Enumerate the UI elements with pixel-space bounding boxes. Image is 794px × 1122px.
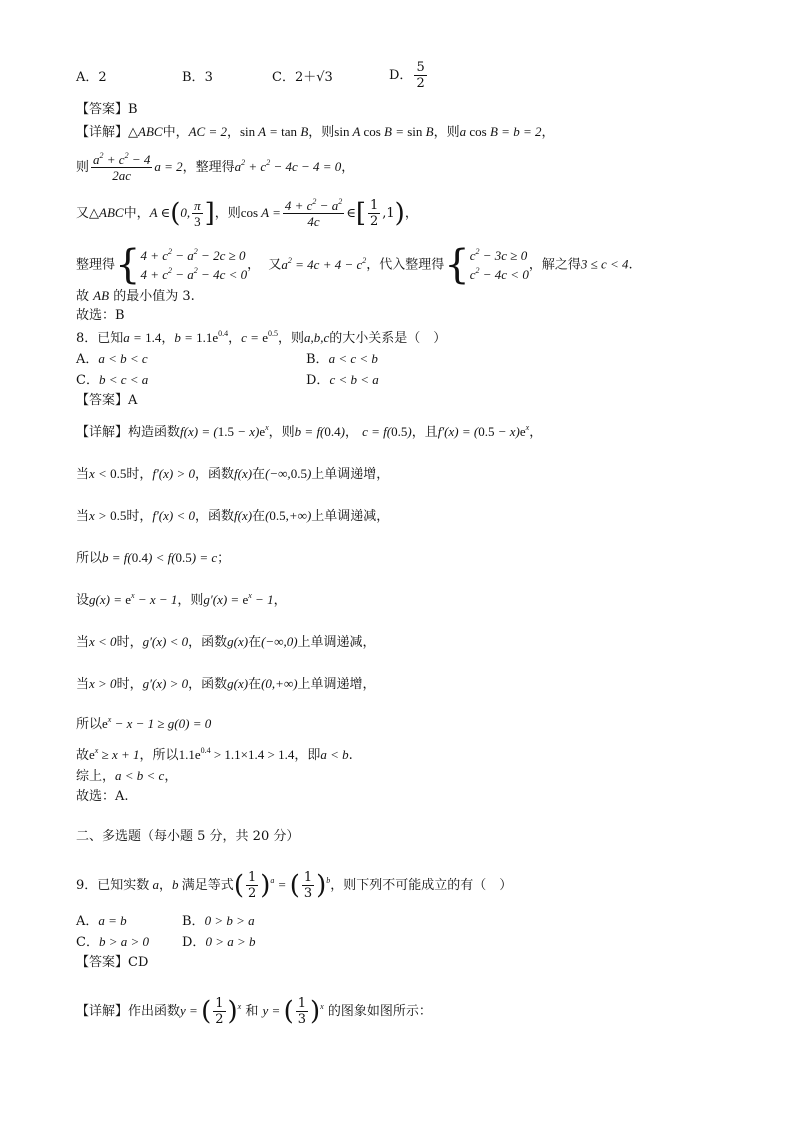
q8-detail-line5: 设$g(x) = e^x - x - 1$，则$g'(x) = e^x - 1$， <box>76 591 287 608</box>
q8-choose: 故选：A. <box>76 789 129 804</box>
q8-detail-line2: 当x < 0.5时，f′(x) > 0，函数f(x)在(−∞,0.5)上单调递增， <box>76 466 390 482</box>
q7-answer: 【答案】B <box>76 102 138 117</box>
q7-option-b: B．3 <box>182 70 213 85</box>
q9-option-a: A．a = b <box>76 913 127 929</box>
q8-detail-line9: 故$e^x \ge x + 1$，所以$1.1e^{0.4} > 1.1\times 1.4 > 1.4$，即a < b. <box>76 746 353 763</box>
q7-detail-line1: 【详解】△ABC中，AC = 2，sin A = tan B，则sin A cos B = sin B，则a cos B = b = 2， <box>76 124 555 140</box>
q8-option-d: D．c < b < a <box>306 372 379 388</box>
q7-detail-line4: 整理得{ $4 + c^2 - a^2 - 2c \ge 0$ $4 + c^2 - a^2 - 4c < 0$ ， 又$a^2 = 4c + 4 - c^2$，代入整理得{ $c^2 - 3c \ge 0$ $c^2 - 4c < 0$ ，解之得3 ≤ c < 4. <box>76 242 633 288</box>
q8-option-b: B．a < c < b <box>306 351 378 367</box>
section-title-multiple-choice: 二、多选题（每小题 5 分，共 20 分） <box>76 829 300 844</box>
q8-detail-line4: 所以b = f(0.4) < f(0.5) = c； <box>76 550 231 566</box>
q7-option-c: C．2＋√3 <box>272 70 333 85</box>
q9-detail-line1: 【详解】作出函数y = ( $\frac{1}{2}$ )$^x$ 和 y = ( $\frac{1}{3}$ )$^x$ 的图象如图所示： <box>76 996 432 1027</box>
q9-option-d: D．0 > a > b <box>182 934 256 950</box>
q9-stem: 9．已知实数 a，b 满足等式( $\frac{1}{2}$ )$^a$ = ( $\frac{1}{3}$ )$^b$，则下列不可能成立的有（ ） <box>76 870 513 901</box>
q7-choose: 故选：B <box>76 308 125 323</box>
q9-answer: 【答案】CD <box>76 955 149 970</box>
q8-summary: 综上，a < b < c， <box>76 768 178 784</box>
q7-detail-line3: 又△ABC中，A ∈(0, $\frac{\pi}{3}$ ]，则cos A = $\frac{4 + c^2 - a^2}{4c}$ ∈[ $\frac{1}{2}$ ,1)， <box>76 197 418 229</box>
q7-option-a: A．2 <box>76 70 107 85</box>
q9-option-c: C．b > a > 0 <box>76 934 149 950</box>
q9-option-b: B．0 > b > a <box>182 913 255 929</box>
q8-stem: 8．已知a = 1.4，$b = 1.1e^{0.4}$，$c = e^{0.5}$，则a,b,c的大小关系是（ ） <box>76 329 447 346</box>
fraction-5-2: $\frac{5}{2}$ <box>416 60 425 91</box>
q7-option-d: D． $\frac{5}{2}$ <box>389 60 425 91</box>
q8-option-c: C．b < c < a <box>76 372 149 388</box>
q7-conclusion: 故 AB 的最小值为 3. <box>76 288 195 304</box>
q8-answer: 【答案】A <box>76 393 138 408</box>
q8-option-a: A．a < b < c <box>76 351 148 367</box>
q8-detail-line8: 所以$e^x - x - 1 \ge g(0) = 0$ <box>76 715 212 732</box>
q8-detail-line6: 当x < 0时，g′(x) < 0，函数g(x)在(−∞,0)上单调递减， <box>76 634 376 650</box>
q8-detail-line7: 当x > 0时，g′(x) > 0，函数g(x)在(0,+∞)上单调递增， <box>76 676 376 692</box>
q8-detail-line1: 【详解】构造函数$f(x) = (1.5 - x)e^x$，则b = f(0.4)， c = f(0.5)，且$f'(x) = (0.5 - x)e^x$， <box>76 423 543 440</box>
q8-detail-line3: 当x > 0.5时，f′(x) < 0，函数f(x)在(0.5,+∞)上单调递减， <box>76 508 390 524</box>
q7-detail-line2: 则 $\frac{a^2 + c^2 - 4}{2ac}$ a = 2，整理得$a^2 + c^2 - 4c - 4 = 0$， <box>76 151 355 183</box>
